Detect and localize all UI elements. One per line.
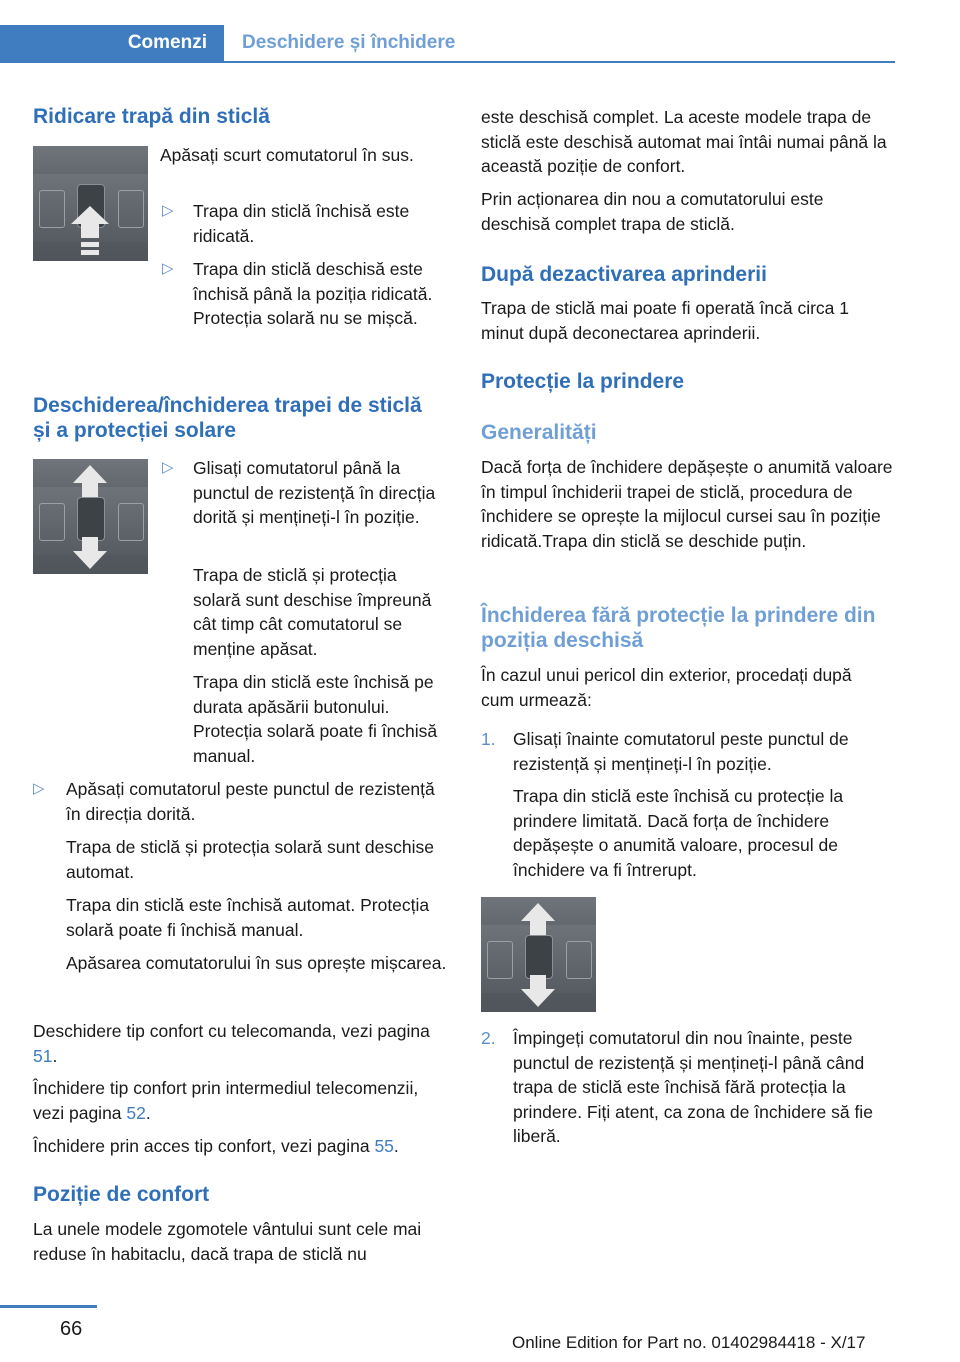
ridicare-bullet-1: Trapa din sticlă închisă este ridicată. <box>193 201 410 246</box>
deschiderea-bullet-1: Glisați comutatorul până la punctul de rezistență în direcția dorită și mențineți-l în poziție. <box>193 458 436 527</box>
header-bar <box>0 25 895 63</box>
step-1: Glisați înainte comutatorul peste punctul de rezistență și mențineți-l în poziție. <box>513 729 849 774</box>
step-number-1: 1. <box>481 729 496 749</box>
confort-continuation: este deschisă complet. La aceste modele trapa de sticlă este deschisă automat mai întâi numai până la această poziție de confort. <box>481 107 887 176</box>
heading-deschiderea: Deschiderea/închiderea trapei de sticlă și a protecției solare <box>33 394 422 442</box>
step-2: Împingeți comutatorul din nou înainte, peste punctul de rezistență și mențineți-l până când trapa de sticlă este închisă fără protecția la prindere. Fiți atent, ca zona de închidere să fie liberă. <box>513 1028 873 1146</box>
deschiderea-bullet-2-p4: Apăsarea comutatorului în sus oprește mișcarea. <box>66 953 447 973</box>
deschiderea-bullet-2-p2: Trapa de sticlă și protecția solară sunt deschise automat. <box>66 837 435 882</box>
switch-updown-image <box>33 459 148 574</box>
heading-pozitie: Poziție de confort <box>33 1183 210 1206</box>
footer-line <box>0 1305 97 1308</box>
deschiderea-bullet-2: Apăsați comutatorul peste punctul de rezistență în direcția dorită. <box>66 779 435 824</box>
heading-dupa: După dezactivarea aprinderii <box>481 263 767 286</box>
confort-paragraph-2: Prin acționarea din nou a comutatorului este deschisă complet trapa de sticlă. <box>481 189 824 234</box>
page-link-55[interactable]: 55 <box>374 1136 394 1156</box>
deschiderea-bullet-2-p3: Trapa din sticlă este închisă automat. Protecția solară poate fi închisă manual. <box>66 895 430 940</box>
heading-protectie: Protecție la prindere <box>481 370 685 393</box>
deschiderea-bullet-1-p2: Trapa de sticlă și protecția solară sunt deschise împreună cât timp cât comutatorul se menține apăsat. <box>193 565 432 659</box>
tab-comenzi[interactable]: Comenzi <box>0 25 224 61</box>
heading-ridicare: Ridicare trapă din sticlă <box>33 105 270 128</box>
bullet-triangle-icon: ▷ <box>162 202 174 219</box>
bullet-triangle-icon: ▷ <box>162 260 174 277</box>
reference-1: Deschidere tip confort cu telecomanda, vezi pagina 51. <box>33 1021 430 1066</box>
dupa-paragraph: Trapa de sticlă mai poate fi operată încă circa 1 minut după deconectarea aprinderii. <box>481 298 850 343</box>
heading-inchiderea: Închiderea fără protecție la prindere din poziția deschisă <box>481 604 876 652</box>
ridicare-bullet-2: Trapa din sticlă deschisă este închisă până la poziția ridicată. Protecția solară nu se mișcă. <box>193 259 433 328</box>
switch-up-image <box>33 146 148 261</box>
step-number-2: 2. <box>481 1028 496 1048</box>
reference-3: Închidere prin acces tip confort, vezi pagina 55. <box>33 1136 399 1156</box>
bullet-triangle-icon: ▷ <box>33 780 45 797</box>
bullet-triangle-icon: ▷ <box>162 459 174 476</box>
heading-generalitati: Generalități <box>481 421 597 444</box>
pozitie-paragraph: La unele modele zgomotele vântului sunt cele mai reduse în habitaclu, dacă trapa de sticlă nu <box>33 1219 422 1264</box>
step-1-p2: Trapa din sticlă este închisă cu protecție la prindere limitată. Dacă forța de închidere depășește o anumită valoare, procesul de închidere va fi întrerupt. <box>513 786 844 880</box>
page-link-52[interactable]: 52 <box>126 1102 146 1123</box>
inchiderea-intro: În cazul unui pericol din exterior, procedați după cum urmează: <box>481 665 852 710</box>
switch-updown-image <box>481 897 596 1012</box>
ridicare-intro: Apăsați scurt comutatorul în sus. <box>160 145 414 165</box>
tab-deschidere-inchidere[interactable]: Deschidere și închidere <box>242 32 456 53</box>
page-link-51[interactable]: 51 <box>33 1045 53 1066</box>
reference-2: Închidere tip confort prin intermediul telecomenzii, vezi pagina 52. <box>33 1078 419 1123</box>
generalitati-paragraph: Dacă forța de închidere depășește o anumită valoare în timpul închiderii trapei de sticlă, procedura de închidere se oprește la mijlocul cursei sau în poziție ridicată.Trapa din sticlă se deschide puțin. <box>481 457 893 551</box>
footer-edition: Online Edition for Part no. 01402984418 - X/17 <box>512 1333 866 1352</box>
page-number: 66 <box>60 1318 83 1340</box>
deschiderea-bullet-1-p3: Trapa din sticlă este închisă pe durata apăsării butonului. Protecția solară poate fi închisă manual. <box>193 672 438 766</box>
